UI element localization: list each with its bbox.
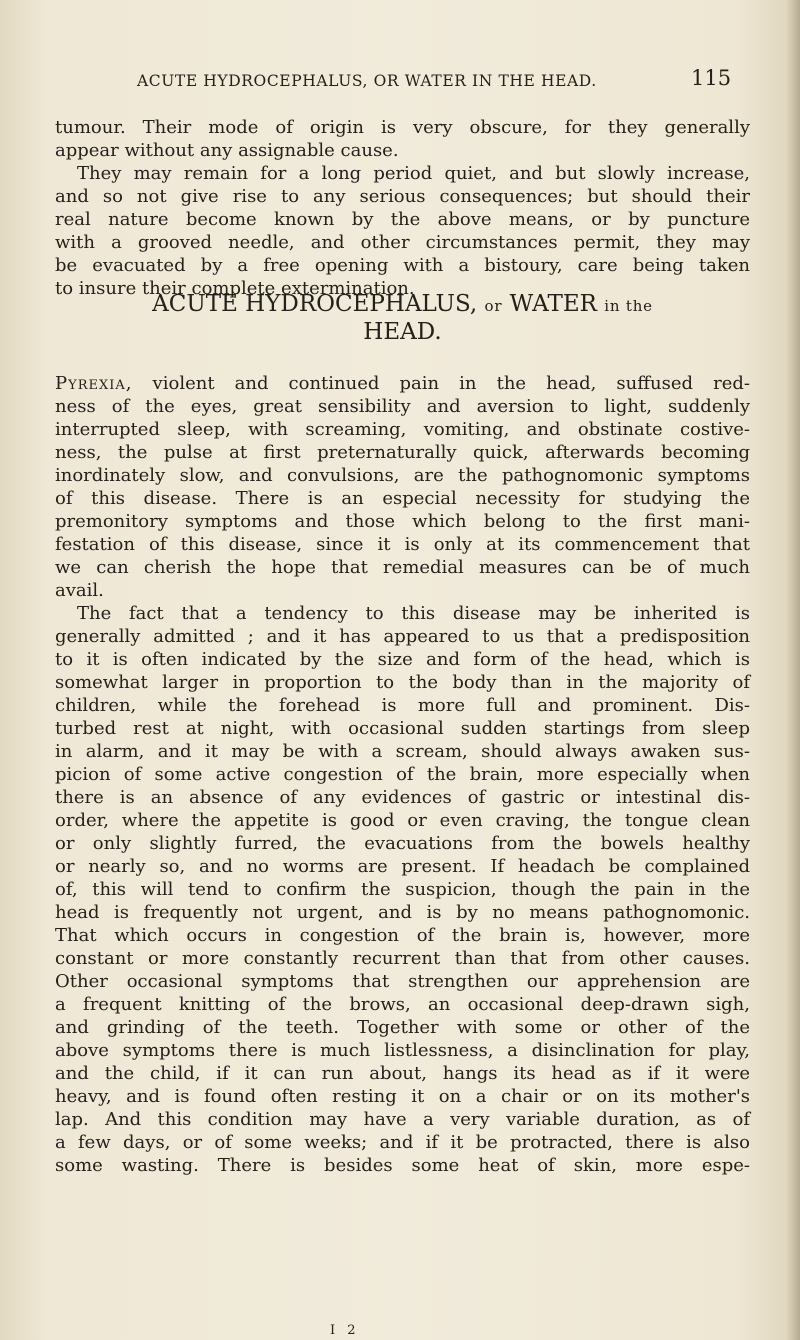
text-line-content: turbed rest at night, with occasional sudden startings from sleep xyxy=(55,718,750,739)
text-line-content: That which occurs in congestion of the brain is, however, more xyxy=(55,925,750,946)
text-line xyxy=(55,1108,750,1131)
text-line-content: tumour. Their mode of origin is very obscure, for they generally xyxy=(55,117,750,138)
text-line xyxy=(55,625,750,648)
text-line xyxy=(55,648,750,671)
running-head-title: ACUTE HYDROCEPHALUS, OR WATER IN THE HEAD. xyxy=(137,72,597,90)
text-line xyxy=(55,579,750,602)
text-line xyxy=(55,162,750,185)
text-line-content: ness, the pulse at first preternaturally quick, afterwards becoming xyxy=(55,442,750,463)
text-line-content: heavy, and is found often resting it on a chair or on its mother's xyxy=(55,1086,750,1107)
text-line-content: a few days, or of some weeks; and if it be protracted, there is also xyxy=(55,1132,750,1153)
text-line xyxy=(55,740,750,763)
text-line xyxy=(55,855,750,878)
text-line xyxy=(55,231,750,254)
text-line xyxy=(55,694,750,717)
text-line-content: and so not give rise to any serious consequences; but should their xyxy=(55,186,750,207)
text-line xyxy=(55,924,750,947)
text-line-content: above symptoms there is much listlessness, a disinclination for play, xyxy=(55,1040,750,1061)
text-line-content: violent and continued pain in the head, suffused red- xyxy=(132,373,750,394)
text-line xyxy=(55,878,750,901)
text-line xyxy=(55,1085,750,1108)
text-line-content: there is an absence of any evidences of gastric or intestinal dis- xyxy=(55,787,750,808)
text-line-content: The fact that a tendency to this disease may be inherited is xyxy=(77,603,750,624)
heading-or: or xyxy=(484,297,503,315)
text-line xyxy=(55,1039,750,1062)
page-edge-shadow xyxy=(786,0,800,1340)
text-line-content: head is frequently not urgent, and is by no means pathognomonic. xyxy=(55,902,750,923)
text-line-content: some wasting. There is besides some heat of skin, more espe- xyxy=(55,1155,750,1176)
text-line-content: constant or more constantly recurrent than that from other causes. xyxy=(55,948,750,969)
text-line-content: be evacuated by a free opening with a bistoury, care being taken xyxy=(55,255,750,276)
text-line-content: and the child, if it can run about, hangs its head as if it were xyxy=(55,1063,750,1084)
text-line xyxy=(55,556,750,579)
text-line-content: picion of some active congestion of the brain, more especially when xyxy=(55,764,750,785)
text-line-content: They may remain for a long period quiet, and but slowly increase, xyxy=(77,163,750,184)
text-line xyxy=(55,372,750,395)
text-line xyxy=(55,533,750,556)
text-line-content: festation of this disease, since it is only at its commencement that xyxy=(55,534,750,555)
text-line-content: premonitory symptoms and those which belong to the first mani- xyxy=(55,511,750,532)
text-line-content: lap. And this condition may have a very variable duration, as of xyxy=(55,1109,750,1130)
text-line xyxy=(55,786,750,809)
text-line xyxy=(55,1016,750,1039)
text-line-content: order, where the appetite is good or even craving, the tongue clean xyxy=(55,810,750,831)
text-line xyxy=(55,947,750,970)
text-line-content: we can cherish the hope that remedial measures can be of much xyxy=(55,557,750,578)
text-line xyxy=(55,1154,750,1177)
text-line-content: real nature become known by the above means, or by puncture xyxy=(55,209,750,230)
heading-main: ACUTE HYDROCEPHALUS, xyxy=(152,291,478,317)
text-line-content: generally admitted ; and it has appeared to us that a predisposition xyxy=(55,626,750,647)
text-line xyxy=(55,809,750,832)
paragraph-tumour-continuation xyxy=(55,116,750,300)
text-line xyxy=(55,763,750,786)
text-line xyxy=(55,717,750,740)
text-line-content: somewhat larger in proportion to the body than in the majority of xyxy=(55,672,750,693)
heading-water: WATER xyxy=(509,291,597,317)
text-line xyxy=(55,139,750,162)
text-line-content: to it is often indicated by the size and form of the head, which is xyxy=(55,649,750,670)
text-line xyxy=(55,418,750,441)
text-line xyxy=(55,602,750,625)
text-line xyxy=(55,254,750,277)
text-line-content: or nearly so, and no worms are present. If headach be complained xyxy=(55,856,750,877)
text-line-content: interrupted sleep, with screaming, vomiting, and obstinate costive- xyxy=(55,419,750,440)
section-heading xyxy=(55,291,750,345)
text-line-content: of, this will tend to confirm the suspicion, though the pain in the xyxy=(55,879,750,900)
text-line xyxy=(55,671,750,694)
section-heading-line-1 xyxy=(55,291,750,319)
paragraph-hydrocephalus-body xyxy=(55,372,750,1177)
text-line-content: and grinding of the teeth. Together with some or other of the xyxy=(55,1017,750,1038)
text-line xyxy=(55,441,750,464)
text-line xyxy=(55,1131,750,1154)
heading-in-the: in the xyxy=(604,297,653,315)
text-line xyxy=(55,487,750,510)
text-line xyxy=(55,464,750,487)
text-line xyxy=(55,1062,750,1085)
text-line-content: avail. xyxy=(55,580,104,601)
text-line-content: in alarm, and it may be with a scream, should always awaken sus- xyxy=(55,741,750,762)
text-line xyxy=(55,970,750,993)
text-line-content: a frequent knitting of the brows, an occasional deep-drawn sigh, xyxy=(55,994,750,1015)
text-line xyxy=(55,901,750,924)
paragraph-lead-word: Pyrexia, xyxy=(55,373,133,394)
text-line-content: appear without any assignable cause. xyxy=(55,140,399,161)
page-number: 115 xyxy=(691,66,732,90)
section-heading-line-2: HEAD. xyxy=(363,319,442,345)
text-line-content: ness of the eyes, great sensibility and aversion to light, suddenly xyxy=(55,396,750,417)
text-line xyxy=(55,510,750,533)
text-line-content: children, while the forehead is more full and prominent. Dis- xyxy=(55,695,750,716)
text-line xyxy=(55,208,750,231)
text-line xyxy=(55,993,750,1016)
text-line-content: Other occasional symptoms that strengthen our apprehension are xyxy=(55,971,750,992)
signature-mark: I 2 xyxy=(330,1323,360,1338)
text-line-content: to insure their complete extermination. xyxy=(55,278,415,299)
text-line xyxy=(55,832,750,855)
text-line-content: with a grooved needle, and other circumstances permit, they may xyxy=(55,232,750,253)
text-line xyxy=(55,185,750,208)
text-line-content: or only slightly furred, the evacuations from the bowels healthy xyxy=(55,833,750,854)
text-line xyxy=(55,395,750,418)
text-line-content: of this disease. There is an especial necessity for studying the xyxy=(55,488,750,509)
text-line xyxy=(55,116,750,139)
text-line-content: inordinately slow, and convulsions, are the pathognomonic symptoms xyxy=(55,465,750,486)
